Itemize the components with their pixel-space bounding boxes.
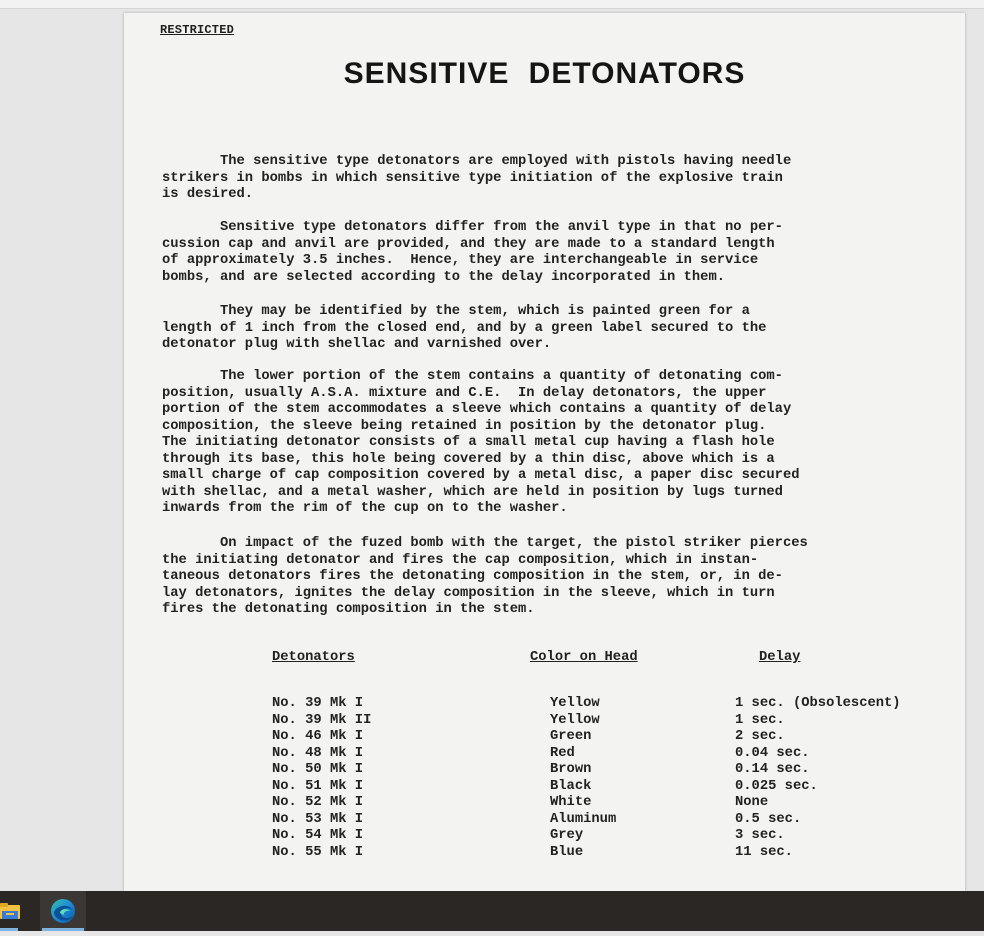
table-body bbox=[124, 696, 965, 861]
color-cell: White bbox=[550, 795, 592, 810]
delay-cell: 0.5 sec. bbox=[735, 811, 802, 827]
viewer-top-edge bbox=[0, 0, 984, 9]
table-row bbox=[124, 845, 965, 862]
paragraph-2: Sensitive type detonators differ from the anvil type in that no per- cussion cap and anvil are provided, and they are made to a standard length of approximately 3.5 inches. Hence, they are interchangeable in service bombs, and are selected according to the delay incorporated in them. bbox=[162, 220, 783, 285]
color-cell: Yellow bbox=[550, 712, 600, 728]
color-cell: Red bbox=[550, 745, 575, 761]
taskbar bbox=[0, 891, 984, 931]
detonator-cell: No. 54 Mk I bbox=[272, 828, 364, 843]
detonator-cell: No. 48 Mk I bbox=[272, 745, 364, 761]
color-cell: Black bbox=[550, 778, 592, 794]
color-cell: Yellow bbox=[550, 696, 600, 711]
delay-cell: 0.025 sec. bbox=[735, 778, 818, 794]
detonator-cell: No. 50 Mk I bbox=[272, 762, 364, 777]
table-row bbox=[124, 762, 965, 779]
color-cell: Green bbox=[550, 729, 592, 744]
table-row bbox=[124, 795, 965, 812]
detonator-cell: No. 39 Mk I bbox=[272, 696, 364, 711]
delay-cell: 0.04 sec. bbox=[735, 745, 810, 761]
detonator-cell: No. 55 Mk I bbox=[272, 844, 364, 860]
table-row bbox=[124, 812, 965, 829]
detonator-cell: No. 52 Mk I bbox=[272, 795, 364, 810]
table-row bbox=[124, 828, 965, 845]
column-header-detonators: Detonators bbox=[272, 650, 355, 665]
delay-cell: None bbox=[735, 795, 769, 810]
taskbar-file-explorer-button[interactable] bbox=[0, 891, 24, 931]
delay-cell: 1 sec. bbox=[735, 712, 785, 728]
table-row bbox=[124, 729, 965, 746]
delay-cell: 0.14 sec. bbox=[735, 762, 810, 777]
classification-header: RESTRICTED bbox=[160, 23, 235, 37]
color-cell: Brown bbox=[550, 762, 592, 777]
detonator-cell: No. 46 Mk I bbox=[272, 729, 364, 744]
paragraph-4: The lower portion of the stem contains a quantity of detonating com- position, usually A.S.A. mixture and C.E. In delay detonators, the upper portion of the stem accommodates a sleeve which contains a quantity of delay composition, the sleeve being retained in position by the detonator plug. The initiating detonator consists of a small metal cup having a flash hole through its base, this hole being covered by a thin disc, above which is a small charge of cap composition covered by a metal disc, a paper disc secured with shellac, and a metal washer, which are held in position by lugs turned inwards from the rim of the cup on to the washer. bbox=[162, 369, 800, 516]
taskbar-edge-button[interactable] bbox=[40, 891, 86, 931]
table-row bbox=[124, 696, 965, 713]
color-cell: Grey bbox=[550, 828, 584, 843]
color-cell: Blue bbox=[550, 844, 584, 860]
delay-cell: 1 sec. (Obsolescent) bbox=[735, 696, 901, 711]
table-row bbox=[124, 746, 965, 763]
detonator-cell: No. 51 Mk I bbox=[272, 778, 364, 794]
delay-cell: 3 sec. bbox=[735, 828, 785, 843]
color-cell: Aluminum bbox=[550, 811, 617, 827]
paragraph-1: The sensitive type detonators are employed with pistols having needle strikers in bombs in which sensitive type initiation of the explosive train is desired. bbox=[162, 154, 792, 202]
paragraph-3: They may be identified by the stem, which is painted green for a length of 1 inch from the closed end, and by a green label secured to the detonator plug with shellac and varnished over. bbox=[162, 304, 767, 352]
paragraph-5: On impact of the fuzed bomb with the target, the pistol striker pierces the initiating detonator and fires the cap composition, which in instan- taneous detonators fires the detonating composition in the stem, or, in de- lay detonators, ignites the delay composition in the sleeve, which in turn fires the detonating composition in the stem. bbox=[162, 536, 808, 617]
page-title: SENSITIVE DETONATORS bbox=[343, 57, 746, 90]
file-explorer-icon bbox=[0, 891, 24, 931]
delay-cell: 2 sec. bbox=[735, 729, 785, 744]
document-page bbox=[124, 13, 965, 891]
table-row bbox=[124, 713, 965, 730]
detonator-cell: No. 53 Mk I bbox=[272, 811, 364, 827]
edge-browser-icon bbox=[40, 891, 86, 931]
detonator-cell: No. 39 Mk II bbox=[272, 712, 372, 728]
table-row bbox=[124, 779, 965, 796]
column-header-delay: Delay bbox=[759, 650, 801, 665]
delay-cell: 11 sec. bbox=[735, 844, 793, 860]
column-header-color: Color on Head bbox=[530, 650, 638, 665]
